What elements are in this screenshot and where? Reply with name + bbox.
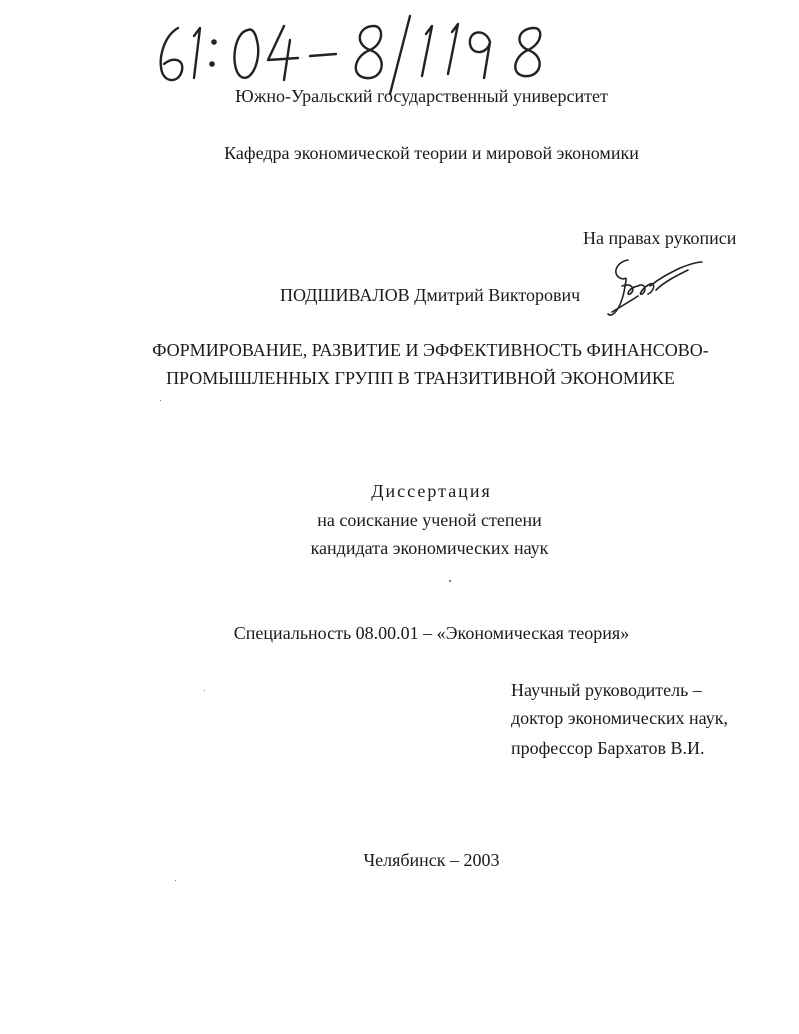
degree-purpose-line-1: на соискание ученой степени <box>317 510 542 530</box>
manuscript-note: На правах рукописи <box>583 228 737 248</box>
department-name: Кафедра экономической теории и мировой экономики <box>224 143 639 163</box>
city-and-year: Челябинск – 2003 <box>363 850 500 870</box>
document-type: Диссертация <box>371 481 492 501</box>
dissertation-title-line-1: ФОРМИРОВАНИЕ, РАЗВИТИЕ И ЭФФЕКТИВНОСТЬ ФИНАНСОВО- <box>152 340 709 360</box>
specialty: Специальность 08.00.01 – «Экономическая теория» <box>233 623 630 643</box>
advisor-name: профессор Бархатов В.И. <box>511 738 705 758</box>
advisor-role: Научный руководитель – <box>511 680 702 700</box>
scan-speck <box>175 880 176 881</box>
author-name: ПОДШИВАЛОВ Дмитрий Викторович <box>280 285 581 305</box>
author-signature <box>598 252 708 324</box>
scan-speck <box>160 400 161 401</box>
advisor-degree: доктор экономических наук, <box>511 708 728 728</box>
scan-speck <box>204 690 205 691</box>
university-name: Южно-Уральский государственный университет <box>235 86 608 106</box>
degree-purpose-line-2: кандидата экономических наук <box>310 538 549 558</box>
scan-speck <box>449 580 451 582</box>
dissertation-title-line-2: ПРОМЫШЛЕННЫХ ГРУПП В ТРАНЗИТИВНОЙ ЭКОНОМИКЕ <box>166 368 675 388</box>
